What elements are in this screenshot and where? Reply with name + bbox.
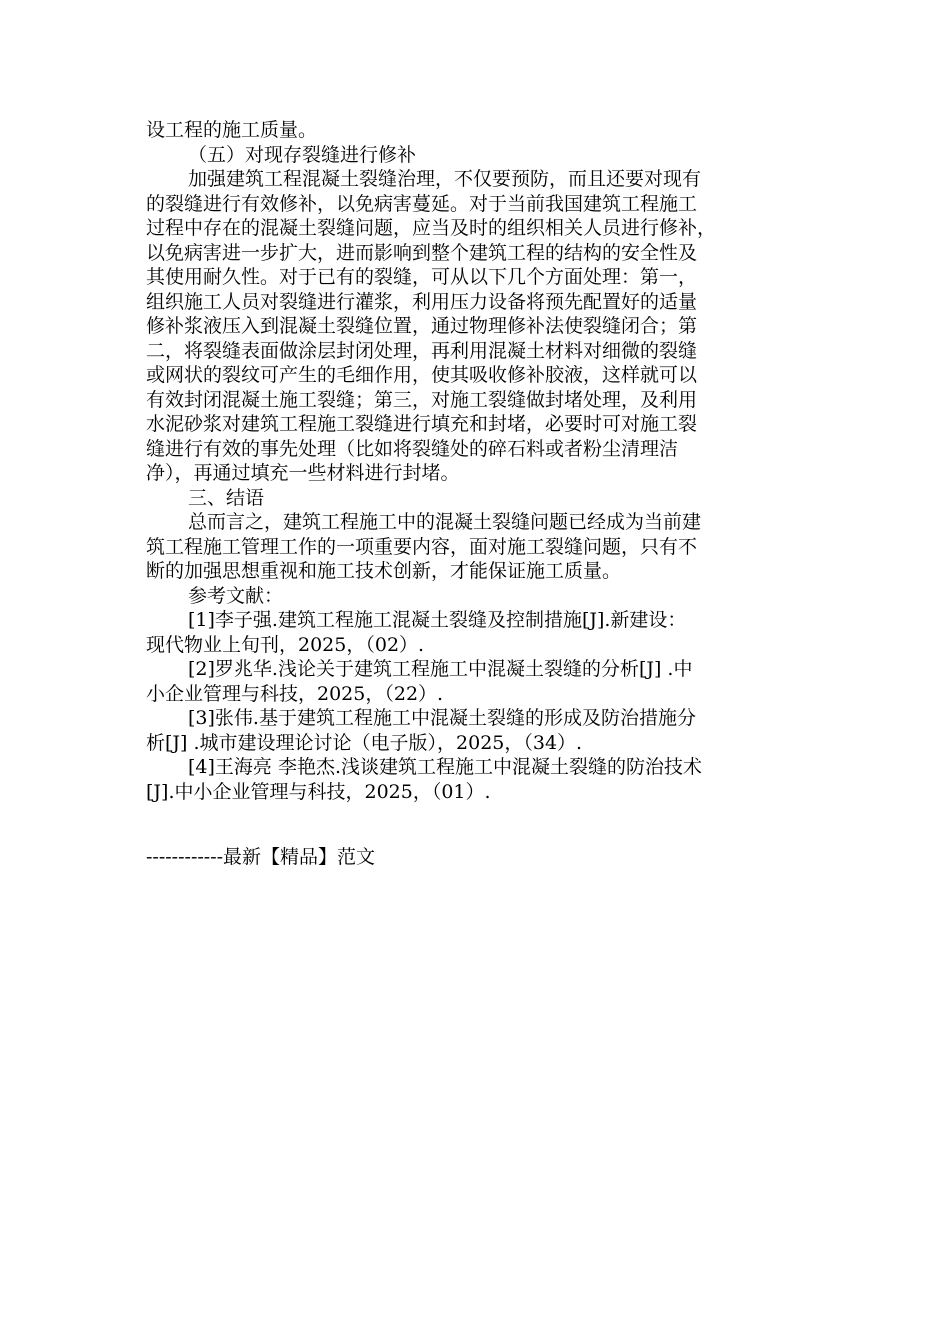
text-line: 二，将裂缝表面做涂层封闭处理，再利用混凝土材料对细微的裂缝 [146, 339, 698, 362]
text-line: 水泥砂浆对建筑工程施工裂缝进行填充和封堵，必要时可对施工裂 [146, 413, 698, 435]
text-line: 修补浆液压入到混凝土裂缝位置，通过物理修补法使裂缝闭合；第 [146, 315, 698, 337]
text-line: 缝进行有效的事先处理（比如将裂缝处的碎石料或者粉尘清理洁 [146, 437, 679, 460]
text-line: 有效封闭混凝土施工裂缝；第三，对施工裂缝做封堵处理，及利用 [146, 388, 698, 411]
text-line: 其使用耐久性。对于已有的裂缝，可从以下几个方面处理：第一， [146, 266, 698, 288]
text-line: 筑工程施工管理工作的一项重要内容，面对施工裂缝问题，只有不 [146, 535, 698, 558]
footer-tagline: ------------最新【精品】范文 [146, 846, 376, 868]
reference-item-continued: 析[J] .城市建设理论讨论（电子版），2025，（34）. [146, 731, 583, 754]
document-body [146, 118, 806, 804]
reference-item: [1]李子强.建筑工程施工混凝土裂缝及控制措施[J].新建设： [188, 609, 687, 631]
section-heading-repair: （五）对现存裂缝进行修补 [188, 143, 417, 166]
text-line: 的裂缝进行有效修补，以免病害蔓延。对于当前我国建筑工程施工 [146, 192, 698, 215]
reference-item-continued: 现代物业上旬刊，2025，（02）. [146, 633, 425, 656]
text-line: 以免病害进一步扩大，进而影响到整个建筑工程的结构的安全性及 [146, 241, 698, 264]
text-line: 过程中存在的混凝土裂缝问题，应当及时的组织相关人员进行修补， [146, 217, 717, 239]
text-line: 净），再通过填充一些材料进行封堵。 [146, 462, 460, 484]
section-heading-conclusion: 三、结语 [188, 486, 265, 509]
text-line: 或网状的裂纹可产生的毛细作用，使其吸收修补胶液，这样就可以 [146, 364, 698, 386]
text-line: 总而言之，建筑工程施工中的混凝土裂缝问题已经成为当前建 [188, 511, 702, 533]
reference-item: [4]王海亮 李艳杰.浅谈建筑工程施工中混凝土裂缝的防治技术 [188, 756, 702, 778]
references-heading: 参考文献： [188, 584, 284, 607]
text-line: 加强建筑工程混凝土裂缝治理，不仅要预防，而且还要对现有 [188, 168, 702, 190]
text-line: 组织施工人员对裂缝进行灌浆，利用压力设备将预先配置好的适量 [146, 290, 698, 313]
reference-item: [2]罗兆华.浅论关于建筑工程施工中混凝土裂缝的分析[J] .中 [188, 658, 693, 680]
text-line: 断的加强思想重视和施工技术创新，才能保证施工质量。 [146, 560, 622, 582]
reference-item-continued: [J].中小企业管理与科技，2025，（01）. [146, 780, 491, 803]
text-line: 设工程的施工质量。 [146, 119, 318, 141]
reference-item-continued: 小企业管理与科技，2025，（22）. [146, 682, 444, 705]
reference-item: [3]张伟.基于建筑工程施工中混凝土裂缝的形成及防治措施分 [188, 707, 696, 729]
